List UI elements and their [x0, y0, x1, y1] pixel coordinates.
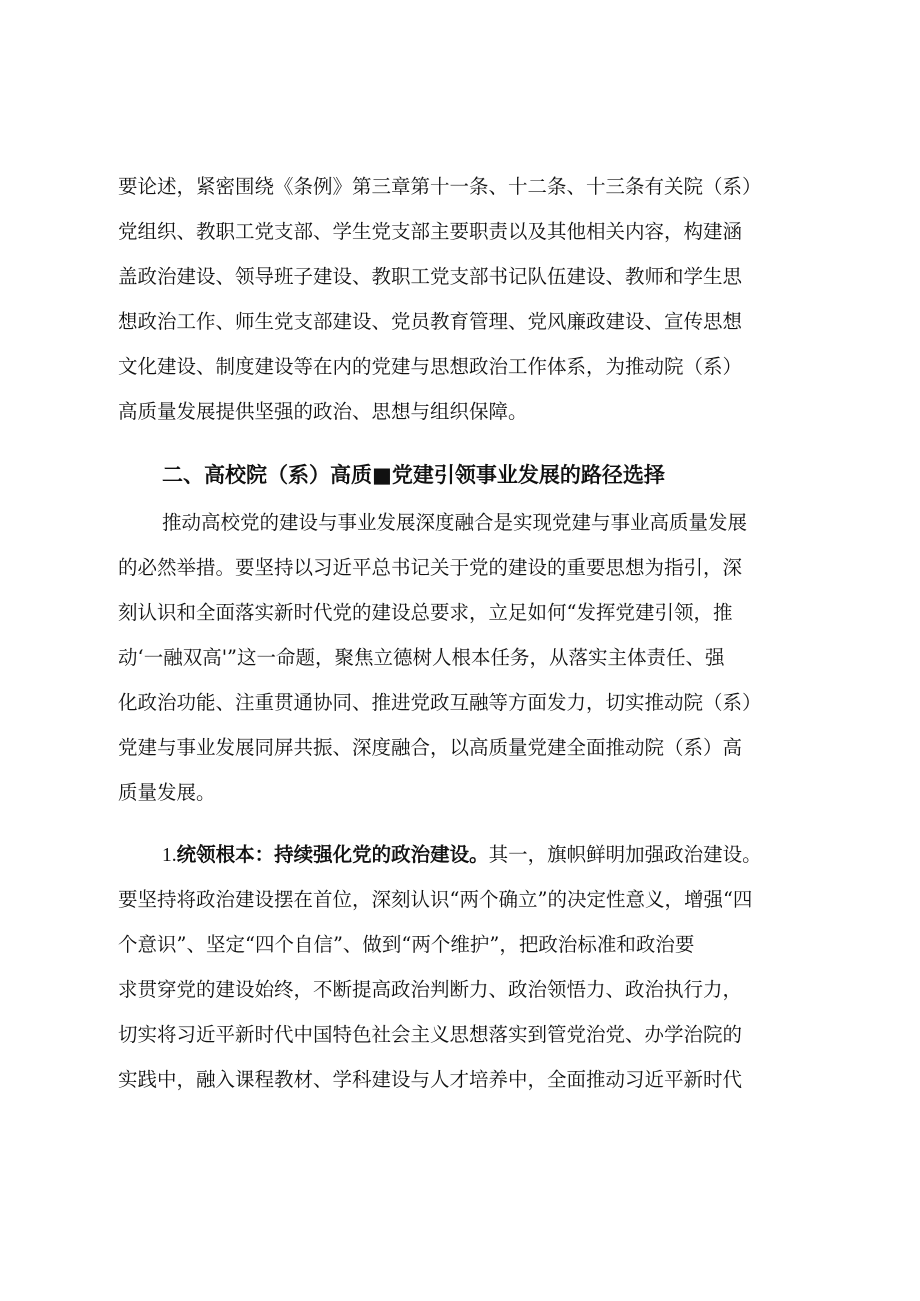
- text-line: 个意识”、坚定“四个自信”、做到“两个维护”，把政治标准和政治要: [118, 933, 695, 956]
- text-line: 党建与事业发展同屏共振、深度融合，以高质量党建全面推动院（系）高: [118, 736, 743, 759]
- text-line: 质量发展。: [118, 781, 216, 804]
- text-line: 刻认识和全面落实新时代党的建设总要求，立足如何“发挥党建引领，推: [118, 601, 733, 624]
- text-line: 想政治工作、师生党支部建设、党员教育管理、党风廉政建设、宣传思想: [118, 310, 743, 333]
- section-heading: 二、高校院（系）高质■党建引领事业发展的路径选择: [162, 463, 665, 487]
- item-number: 1.: [162, 845, 177, 866]
- paragraph-1: [118, 164, 818, 434]
- text-line: 切实将习近平新时代中国特色社会主义思想落实到管党治党、办学治院的: [118, 1023, 743, 1046]
- text-line: 实践中，融入课程教材、学科建设与人才培养中，全面推动习近平新时代: [118, 1068, 743, 1091]
- paragraph-2: [118, 500, 818, 815]
- text-line: 高质量发展提供坚强的政治、思想与组织保障。: [118, 400, 528, 423]
- bold-lead: 统领根本：持续强化党的政治建设。: [176, 843, 489, 866]
- text-line: 要论述，紧密围绕《条例》第三章第十一条、十二条、十三条有关院（系）: [118, 175, 762, 198]
- text-line: 化政治功能、注重贯通协同、推进党政互融等方面发力，切实推动院（系）: [118, 691, 762, 714]
- first-line-rest: 其一，旗帜鲜明加强政治建设。: [488, 843, 762, 866]
- text-line: 党组织、教职工党支部、学生党支部主要职责以及其他相关内容，构建涵: [118, 220, 743, 243]
- text-line: 要坚持将政治建设摆在首位，深刻认识“两个确立”的决定性意义，增强“四: [118, 888, 753, 911]
- text-line: 动‘一融双高'”这一命题，聚焦立德树人根本任务，从落实主体责任、强: [118, 646, 725, 669]
- paragraph-3-first-line: [118, 832, 818, 877]
- paragraph-3: [118, 832, 818, 1102]
- text-line: 文化建设、制度建设等在内的党建与思想政治工作体系，为推动院（系）: [118, 355, 743, 378]
- text-line: 求贯穿党的建设始终，不断提高政治判断力、政治领悟力、政治执行力，: [118, 978, 743, 1001]
- text-line: 盖政治建设、领导班子建设、教职工党支部书记队伍建设、教师和学生思: [118, 265, 743, 288]
- text-line: 推动高校党的建设与事业发展深度融合是实现党建与事业高质量发展: [162, 511, 748, 534]
- text-line: 的必然举措。要坚持以习近平总书记关于党的建设的重要思想为指引，深: [118, 556, 743, 579]
